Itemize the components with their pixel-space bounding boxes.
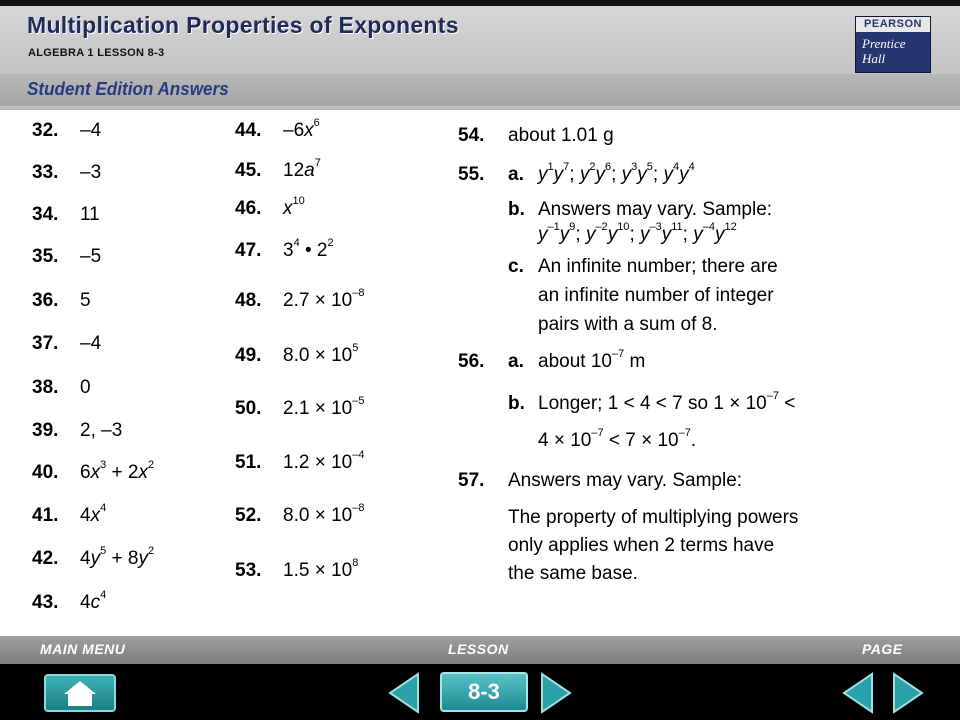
answer-value: 0 [80, 377, 91, 398]
answer-value: $1.5 \times 10^8$ [283, 557, 359, 581]
answer-55-number [458, 164, 484, 186]
answer-number: 32. [32, 120, 59, 141]
answer-value: $-6x^6$ [283, 117, 320, 141]
answer-value: $3^4$ • $2^2$ [283, 237, 334, 261]
answer-number: 56. [458, 351, 485, 372]
page-prev-button[interactable] [838, 672, 880, 714]
answer-text: Answers may vary. Sample: [508, 470, 743, 491]
answer-number: 54. [458, 125, 485, 146]
answer-number: 57. [458, 470, 485, 491]
answer-value: –5 [80, 246, 102, 267]
page-label: PAGE [862, 641, 903, 657]
publisher-logo [855, 16, 931, 73]
answer-55b-expr: $y^{-1}y^9$; $y^{-2}y^{10}$; $y^{-3}y^{11}$; $y^{-4}y^{12}$ [538, 221, 737, 245]
answer-text: an infinite number of integer [538, 285, 774, 306]
answer-number: 35. [32, 246, 59, 267]
answer-number: 48. [235, 290, 262, 311]
part-label: c. [508, 256, 524, 277]
answer-text: only applies when 2 terms have [508, 535, 775, 556]
answer-value: $8.0 \times 10^5$ [283, 342, 359, 366]
answer-57 [458, 470, 743, 492]
answer-55b [508, 199, 773, 221]
page-next-button[interactable] [886, 672, 928, 714]
arrow-right-icon [886, 672, 928, 714]
answer-value: $4y^5 + 8y^2$ [80, 545, 155, 569]
logo-line1: Prentice [862, 36, 906, 51]
answer-value: $8.0 \times 10^{-8}$ [283, 502, 365, 526]
page-title: Multiplication Properties of Exponents [27, 12, 459, 38]
answer-number: 36. [32, 290, 59, 311]
answer-value: $2.1 \times 10^{-5}$ [283, 395, 365, 419]
section-heading: Student Edition Answers [27, 79, 229, 99]
answer-number: 45. [235, 160, 262, 181]
answer-value: –3 [80, 162, 102, 183]
answer-value: $1.2 \times 10^{-4}$ [283, 449, 365, 473]
answer-number: 43. [32, 592, 59, 613]
answer-value: $6x^3 + 2x^2$ [80, 459, 155, 483]
part-label: a. [508, 164, 524, 185]
part-label: a. [508, 351, 524, 372]
answer-number: 40. [32, 462, 59, 483]
answer-value: $4c^4$ [80, 589, 107, 613]
header-top-rule [0, 0, 960, 6]
answer-number: 41. [32, 505, 59, 526]
answer-number: 53. [235, 560, 262, 581]
answer-number: 39. [32, 420, 59, 441]
answer-number: 52. [235, 505, 262, 526]
answer-number: 37. [32, 333, 59, 354]
lesson-label: LESSON [448, 641, 509, 657]
answer-number: 42. [32, 548, 59, 569]
logo-imprint-text [862, 36, 906, 66]
logo-pearson-text: PEARSON [856, 17, 930, 32]
answer-number: 38. [32, 377, 59, 398]
answer-55a [508, 161, 695, 186]
answer-value: $2.7 \times 10^{-8}$ [283, 287, 365, 311]
answer-number: 50. [235, 398, 262, 419]
part-label: b. [508, 393, 525, 414]
answer-number: 33. [32, 162, 59, 183]
answer-56-number [458, 351, 484, 373]
header-bar [0, 0, 960, 110]
answer-text: pairs with a sum of 8. [538, 314, 718, 335]
answer-text: about $10^{-7}$ m [538, 348, 646, 372]
logo-line2: Hall [862, 51, 886, 66]
answer-value: $x^{10}$ [283, 195, 305, 219]
answer-number: 47. [235, 240, 262, 261]
answer-number: 46. [235, 198, 262, 219]
answer-number: 55. [458, 164, 485, 185]
answer-number: 49. [235, 345, 262, 366]
part-label: b. [508, 199, 525, 220]
arrow-left-icon [838, 672, 880, 714]
answer-value: –4 [80, 333, 102, 354]
lesson-prev-button[interactable] [384, 672, 426, 714]
answer-54 [458, 125, 614, 147]
answer-56b-line2: $4 \times 10^{-7} < 7 \times 10^{-7}$. [538, 427, 697, 451]
answer-value: $12a^7$ [283, 157, 321, 181]
answer-56b [508, 390, 796, 415]
lesson-next-button[interactable] [534, 672, 576, 714]
answer-text: An infinite number; there are [538, 256, 778, 277]
footer-nav [0, 636, 960, 720]
arrow-right-icon [534, 672, 576, 714]
answer-number: 34. [32, 204, 59, 225]
answer-value: –4 [80, 120, 102, 141]
answer-56a [508, 348, 646, 373]
answer-text: the same base. [508, 563, 638, 584]
lesson-number-button[interactable]: 8-3 [440, 672, 528, 712]
answer-text: Answers may vary. Sample: [538, 199, 773, 220]
answer-value: 5 [80, 290, 91, 311]
answer-number: 51. [235, 452, 262, 473]
lesson-subtitle: ALGEBRA 1 LESSON 8-3 [28, 47, 165, 59]
answer-text: about 1.01 g [508, 125, 614, 146]
home-icon [46, 676, 114, 710]
main-menu-label: MAIN MENU [40, 641, 126, 657]
answer-value: $4x^4$ [80, 502, 107, 526]
answer-55a-expr: $y^1y^7$; $y^2y^6$; $y^3y^5$; $y^4y^4$ [538, 161, 695, 185]
answer-text: The property of multiplying powers [508, 507, 799, 528]
answer-value: 11 [80, 204, 100, 225]
main-menu-home-button[interactable] [44, 674, 116, 712]
arrow-left-icon [384, 672, 426, 714]
answer-value: 2, –3 [80, 420, 123, 441]
answer-text: Longer; 1 < 4 < 7 so $1 \times 10^{-7}$ < [538, 390, 796, 414]
answer-55c [508, 256, 778, 278]
answer-number: 44. [235, 120, 262, 141]
